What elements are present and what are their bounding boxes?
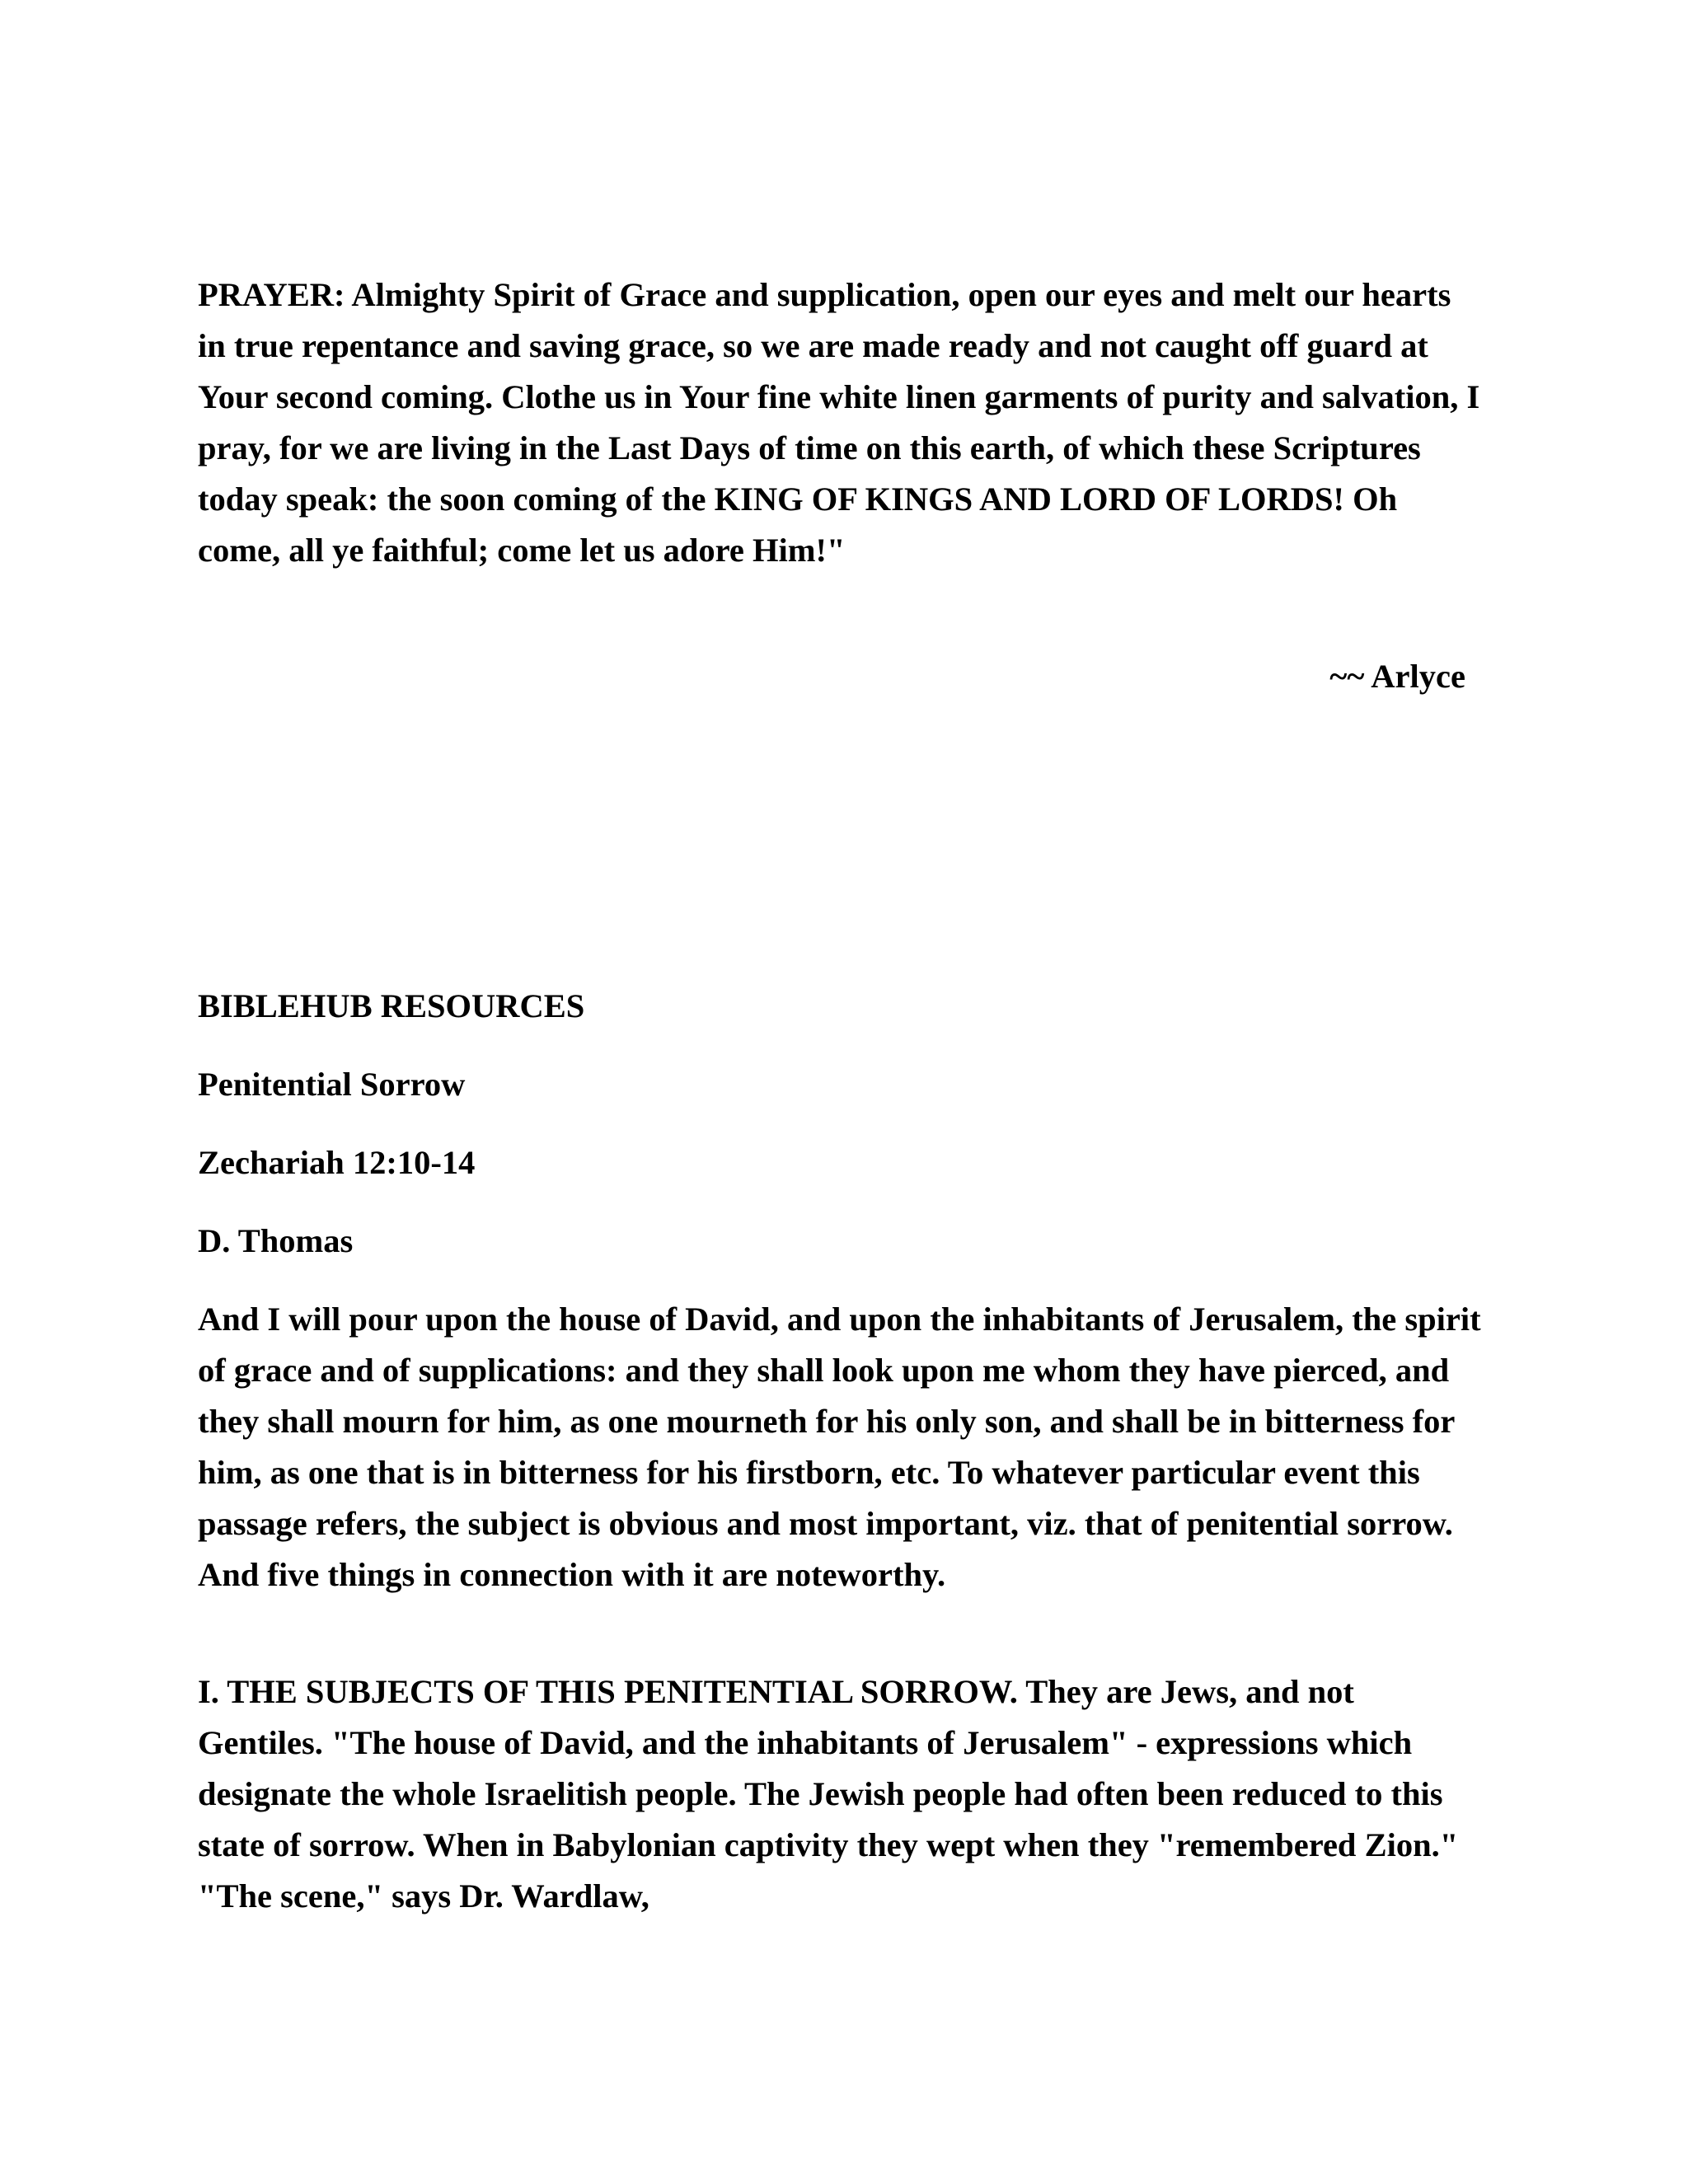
- prayer-signature: ~~ Arlyce: [1329, 658, 1465, 695]
- sermon-title: Penitential Sorrow: [198, 1066, 466, 1103]
- prayer-paragraph: PRAYER: Almighty Spirit of Grace and supplication, open our eyes and melt our hearts in true repentance and saving grace, so we are made ready and not caught off guard at Your second coming. Clothe us in Your fine white linen garments of purity and salvation, I pray, for we are living in the Last Days of time on this earth, of which these Scriptures today speak: the soon coming of the KING OF KINGS AND LORD OF LORDS! Oh come, all ye faithful; come let us adore Him!": [198, 276, 1480, 569]
- resources-heading: BIBLEHUB RESOURCES: [198, 987, 585, 1024]
- scripture-reference: Zechariah 12:10-14: [198, 1144, 476, 1181]
- section-one-paragraph: I. THE SUBJECTS OF THIS PENITENTIAL SORROW. They are Jews, and not Gentiles. "The house of David, and the inhabitants of Jerusalem" - expressions which designate the whole Israelitish people. The Jewish people had often been reduced to this state of sorrow. When in Babylonian captivity they wept when they "remembered Zion." "The scene," says Dr. Wardlaw,: [198, 1673, 1459, 1915]
- sermon-author: D. Thomas: [198, 1222, 354, 1259]
- passage-paragraph: And I will pour upon the house of David, and upon the inhabitants of Jerusalem, the spirit of grace and of supplications: and they shall look upon me whom they have pierced, and they shall mourn for him, as one mourneth for his only son, and shall be in bitterness for him, as one that is in bitterness for his firstborn, etc. To whatever particular event this passage refers, the subject is obvious and most important, viz. that of penitential sorrow. And five things in connection with it are noteworthy.: [198, 1301, 1481, 1593]
